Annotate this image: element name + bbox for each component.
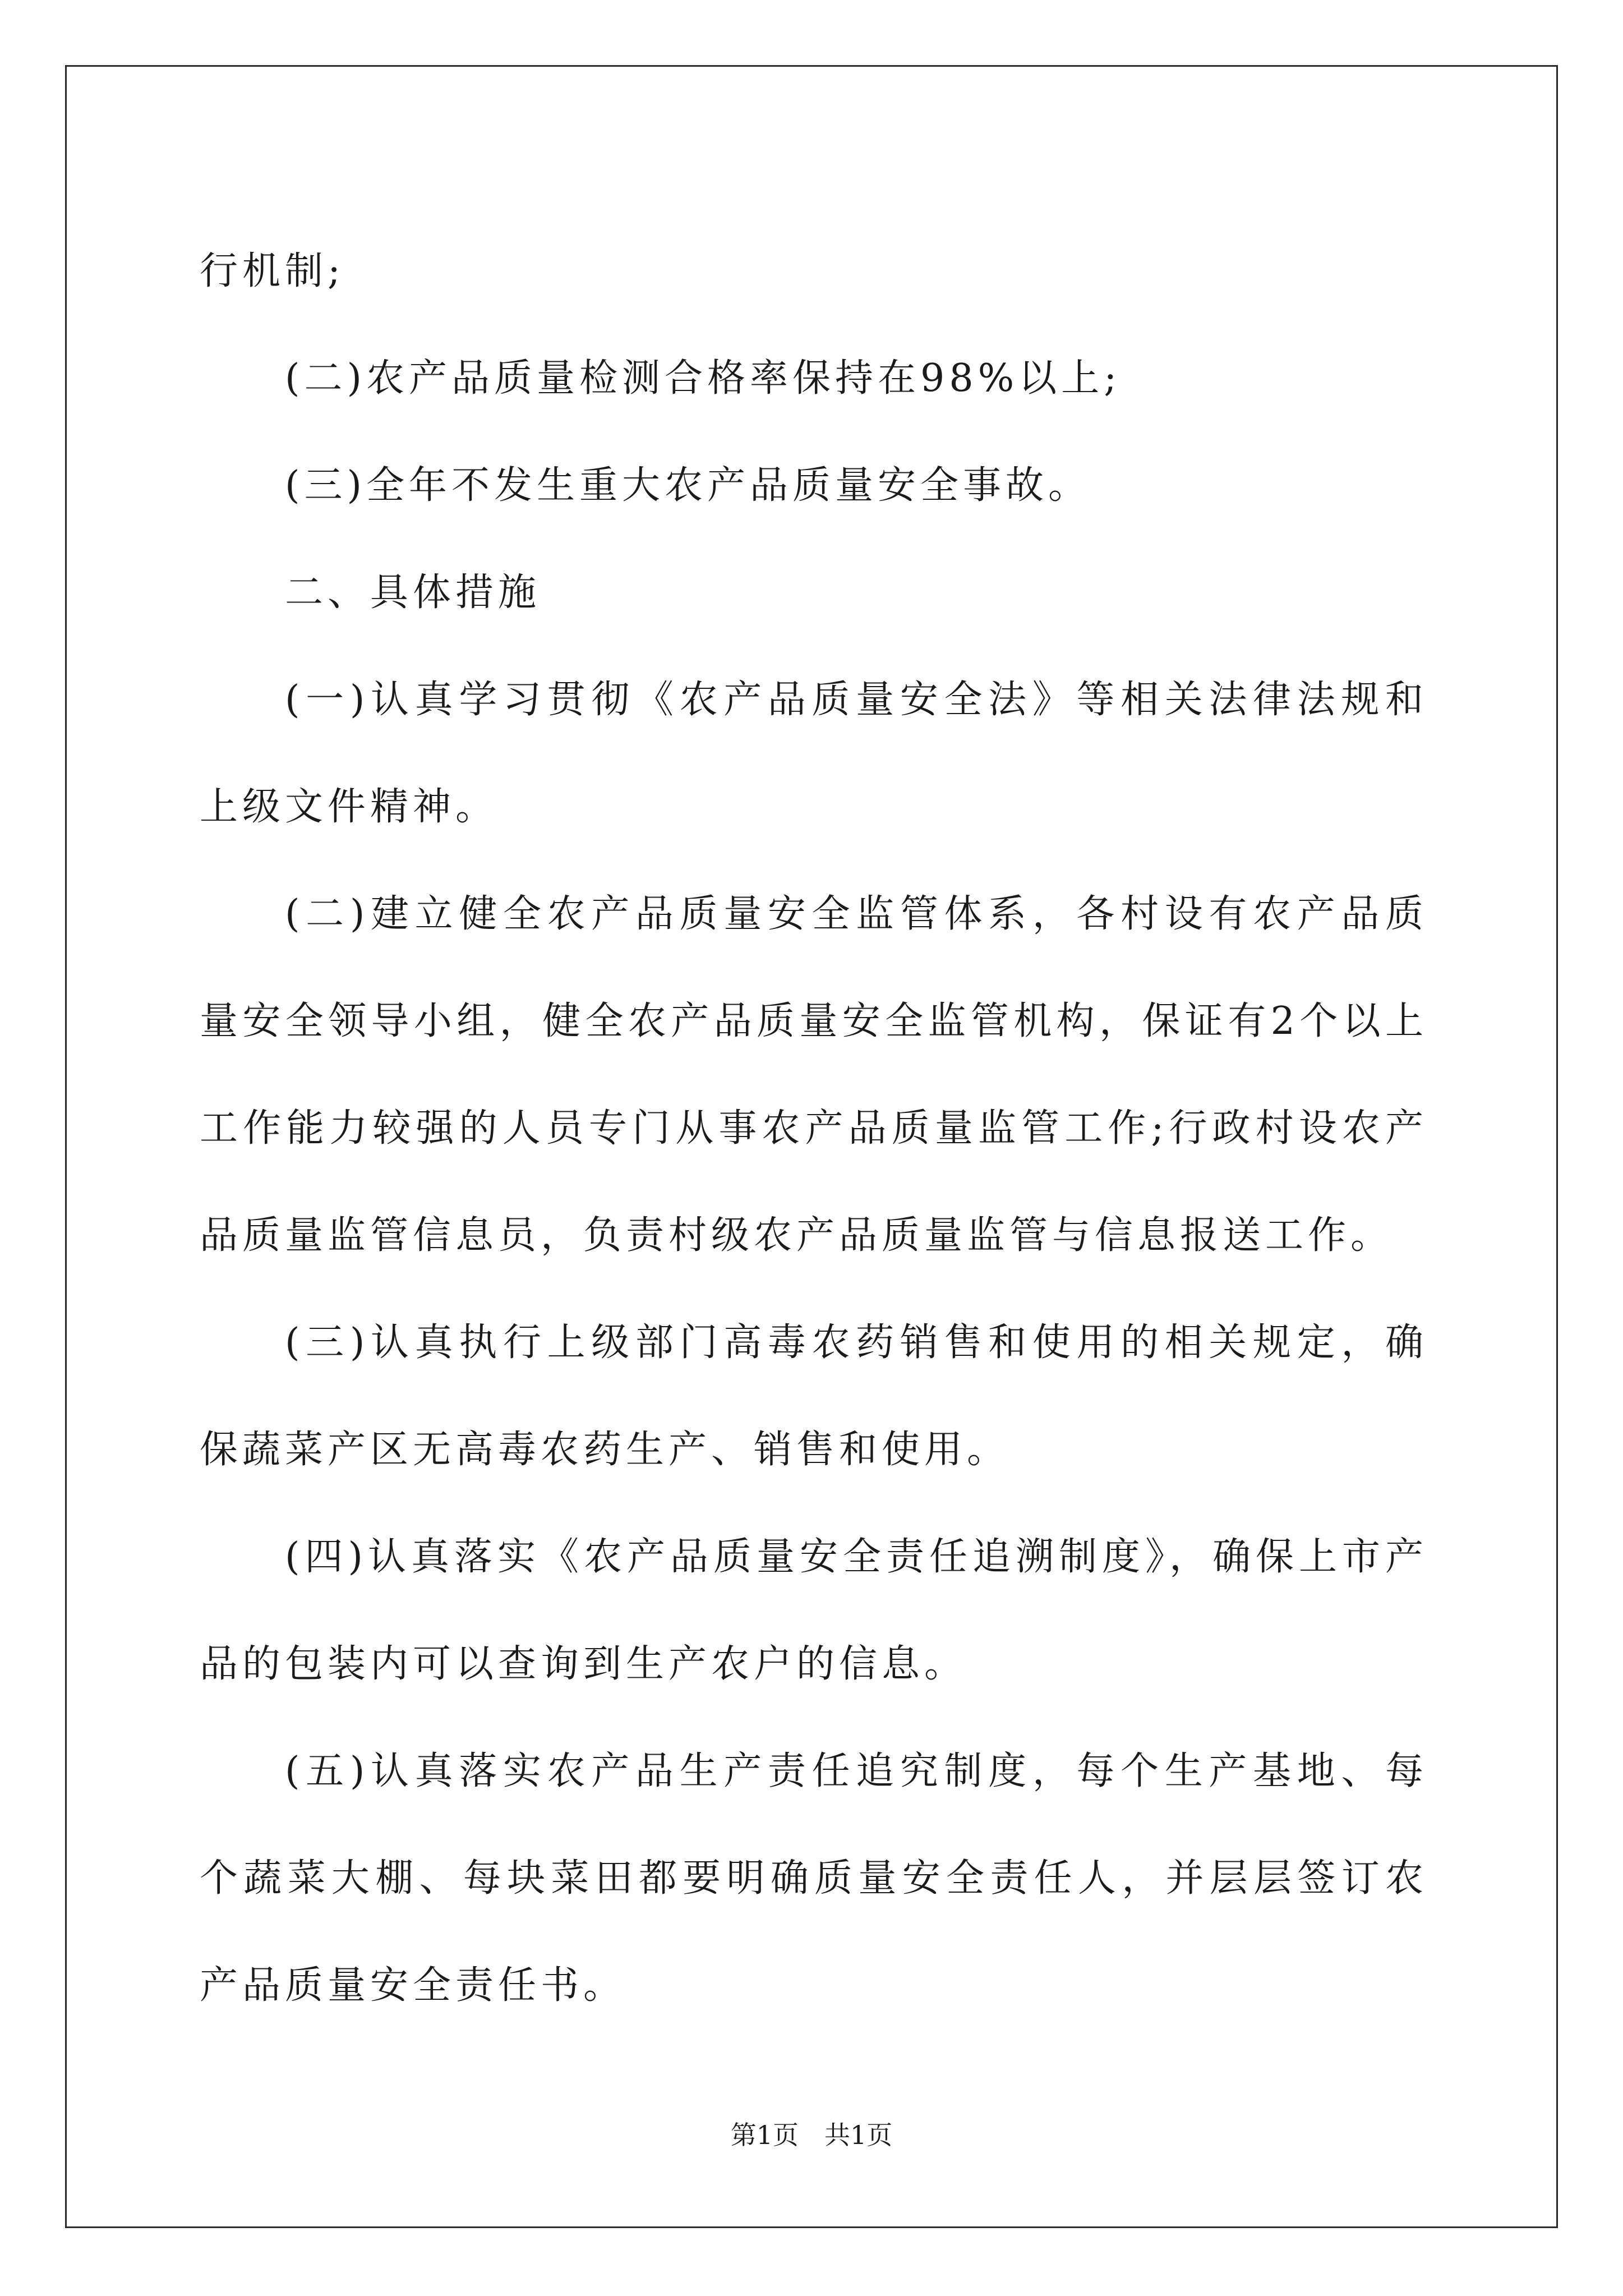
page-footer: 第1页 共1页	[730, 2120, 893, 2150]
paragraph-1: 行机制;	[200, 249, 345, 293]
paragraph-3: (三)全年不发生重大农产品质量安全事故。	[285, 463, 1091, 508]
paragraph-9: (五)认真落实农产品生产责任追究制度，每个生产基地、每个蔬菜大棚、每块菜田都要明确质量安全责任人，并层层签订农产品质量安全责任书。	[200, 1749, 1428, 2008]
paragraph-2: (二)农产品质量检测合格率保持在98%以上;	[285, 356, 1122, 401]
paragraph-7: (三)认真执行上级部门高毒农药销售和使用的相关规定，确保蔬菜产区无高毒农药生产、销售和使用。	[200, 1320, 1428, 1472]
paragraph-8: (四)认真落实《农产品质量安全责任追溯制度》，确保上市产品的包装内可以查询到生产农户的信息。	[200, 1535, 1428, 1686]
paragraph-5: (一)认真学习贯彻《农产品质量安全法》等相关法律法规和上级文件精神。	[200, 678, 1428, 829]
document-body	[200, 218, 1428, 2039]
section-heading: 二、具体措施	[285, 570, 541, 615]
paragraph-6: (二)建立健全农产品质量安全监管体系，各村设有农产品质量安全领导小组，健全农产品质量安全监管机构，保证有2个以上工作能力较强的人员专门从事农产品质量监管工作;行政村设农产品质量监管信息员，负责村级农产品质量监管与信息报送工作。	[200, 892, 1428, 1258]
